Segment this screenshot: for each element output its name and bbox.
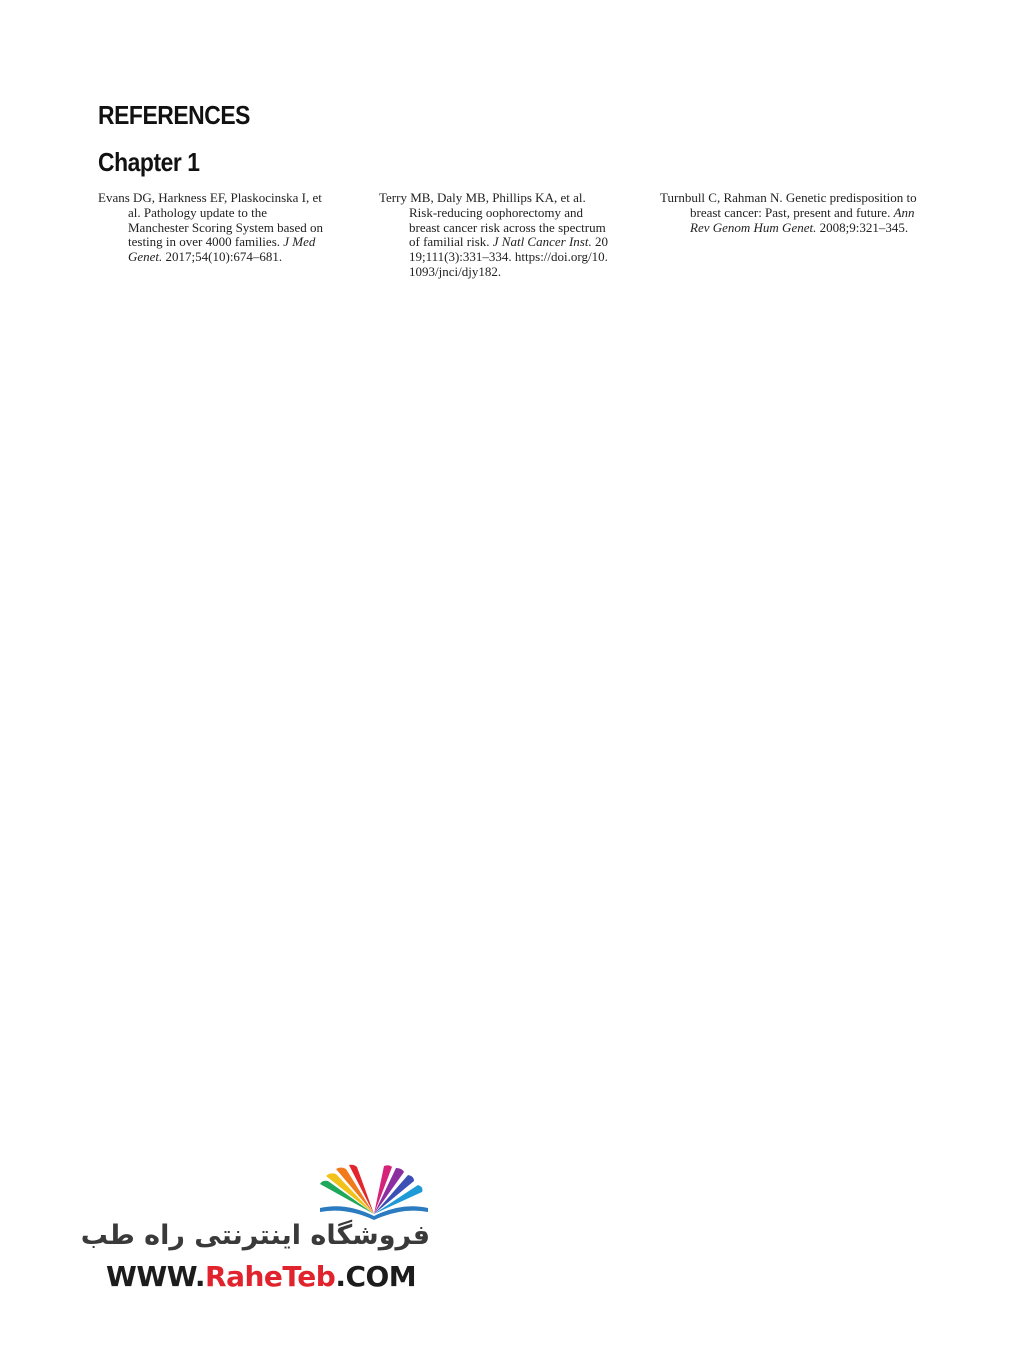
watermark-url [106,1260,416,1293]
reference-citation: 2019;111(3):331–334. https://doi.org/10.1093/jnci/djy182. [409,234,608,279]
page-title: REFERENCES [98,100,250,130]
journal-name: J Natl Cancer Inst. [492,234,592,250]
reference-column-3 [660,191,920,280]
url-prefix: WWW. [106,1260,206,1293]
reference-column-2 [379,191,609,280]
reference-column-1 [98,191,328,280]
journal-name: J Med Genet. [128,234,316,265]
reference-text: Turnbull C, Rahman N. Genetic predisposition to breast cancer: Past, present and future. [660,190,917,220]
reference-item [660,191,920,235]
reference-item [98,191,328,265]
chapter-heading: Chapter 1 [98,147,200,177]
reference-text: Evans DG, Harkness EF, Plaskocinska I, et al. Pathology update to the Manchester Scoring System based on testing in over 4000 families. [98,190,323,250]
watermark [80,1160,434,1300]
reference-citation: 2008;9:321–345. [816,219,909,235]
reference-item [379,191,609,280]
reference-text: Terry MB, Daly MB, Phillips KA, et al. Risk-reducing oophorectomy and breast cancer risk across the spectrum of familial risk. [379,190,606,250]
journal-name: Ann Rev Genom Hum Genet. [690,204,915,235]
watermark-persian-text: فروشگاه اینترنتی راه طب [80,1220,430,1251]
reference-list [98,191,928,280]
reference-citation: 2017;54(10):674–681. [162,249,283,265]
url-brand: RaheTeb [205,1260,336,1293]
open-book-logo-icon [316,1164,432,1220]
url-suffix: .COM [335,1260,417,1293]
